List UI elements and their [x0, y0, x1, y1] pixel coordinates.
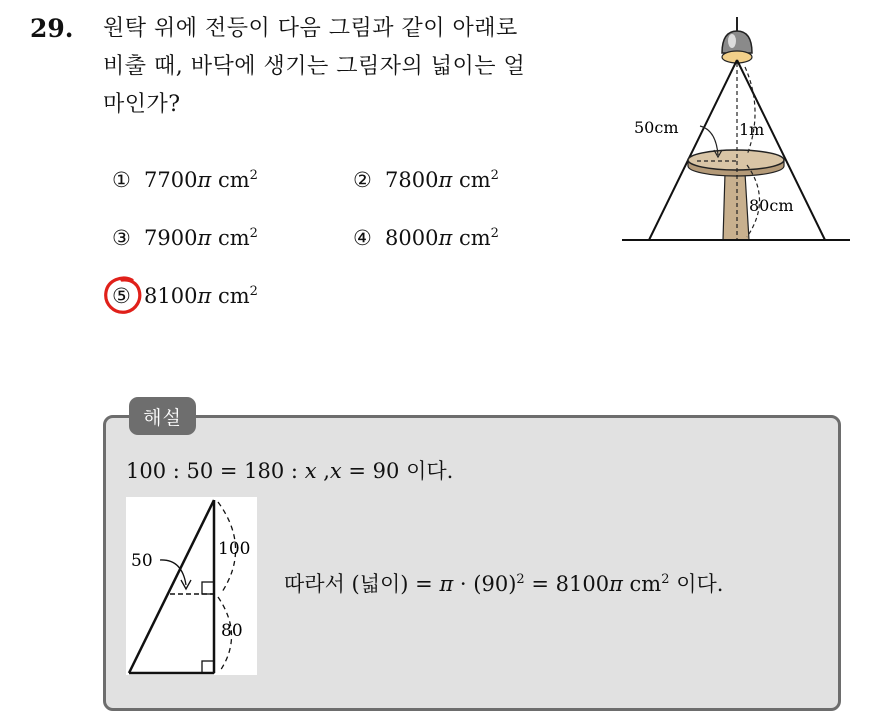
eq1-part-c: = 90 이다.: [341, 459, 454, 483]
eq2-part-a: 따라서 (넓이) =: [284, 572, 440, 596]
lamp-shade: [722, 31, 752, 53]
choice-3[interactable]: [112, 226, 258, 250]
question-line-2: 비출 때, 바닥에 생기는 그림자의 넓이는 얼: [103, 54, 526, 79]
choice-2-pi: π: [438, 168, 453, 192]
solution-tag: 해설: [129, 397, 196, 435]
label-50: 50: [131, 551, 153, 571]
choice-4-pi: π: [438, 226, 453, 250]
answer-circle-stroke: [106, 278, 140, 312]
label-100: 100: [218, 539, 251, 559]
eq1-var-x2: x: [329, 459, 342, 483]
eq1-part-a: 100 : 50 = 180 :: [126, 459, 305, 483]
choice-5-exp: 2: [249, 284, 258, 299]
choice-4-unit: cm: [458, 226, 491, 250]
choice-4[interactable]: [353, 226, 499, 250]
choice-3-symbol: ③: [112, 226, 131, 250]
choice-5-value: 8100: [144, 284, 198, 308]
question-line-1: 원탁 위에 전등이 다음 그림과 같이 아래로: [103, 16, 518, 41]
eq2-pi-1: π: [439, 572, 454, 596]
eq2-unit: cm: [622, 572, 662, 596]
choice-1-symbol: ①: [112, 168, 131, 192]
choice-3-value: 7900: [144, 226, 198, 250]
label-80cm: 80cm: [749, 196, 794, 215]
eq2-pi-2: π: [609, 572, 623, 596]
eq1-var-x: x: [304, 459, 317, 483]
choice-5-unit: cm: [217, 284, 250, 308]
choice-2-symbol: ②: [353, 168, 372, 192]
choice-5-pi: π: [197, 284, 212, 308]
question-number: 29.: [30, 14, 74, 43]
eq1-part-b: ,: [316, 459, 330, 483]
solution-equation-2: [284, 568, 723, 598]
similar-triangle-figure: [126, 497, 257, 675]
choice-3-exp: 2: [249, 226, 258, 241]
choice-1-unit: cm: [217, 168, 250, 192]
choice-2-value: 7800: [385, 168, 439, 192]
table-leg: [723, 173, 749, 240]
question-text: [103, 10, 598, 124]
eq2-exp-2: 2: [661, 572, 670, 587]
choice-4-value: 8000: [385, 226, 439, 250]
choice-1[interactable]: [112, 168, 258, 192]
choice-2-unit: cm: [458, 168, 491, 192]
choice-2[interactable]: [353, 168, 499, 192]
label-50cm: 50cm: [634, 118, 679, 137]
choice-4-exp: 2: [490, 226, 499, 241]
label-1m: 1m: [739, 120, 765, 139]
lamp-highlight: [728, 34, 736, 48]
solution-equation-1: [126, 455, 453, 485]
eq2-part-e: 이다.: [669, 572, 724, 596]
choice-2-exp: 2: [490, 168, 499, 183]
choice-5-symbol: ⑤: [112, 284, 131, 308]
choice-3-unit: cm: [217, 226, 250, 250]
eq2-part-c: = 8100: [524, 572, 610, 596]
choice-4-symbol: ④: [353, 226, 372, 250]
choice-1-exp: 2: [249, 168, 258, 183]
question-line-3: 마인가?: [103, 92, 181, 117]
answer-circle-mark: [102, 274, 144, 316]
choice-1-pi: π: [197, 168, 212, 192]
eq2-exp-1: 2: [516, 572, 525, 587]
figure2-background: [126, 497, 257, 675]
choice-3-pi: π: [197, 226, 212, 250]
table-top: [688, 150, 784, 170]
eq2-part-b: · (90): [453, 572, 517, 596]
choice-1-value: 7700: [144, 168, 198, 192]
label-80: 80: [221, 621, 243, 641]
lamp-table-figure: [612, 15, 856, 250]
